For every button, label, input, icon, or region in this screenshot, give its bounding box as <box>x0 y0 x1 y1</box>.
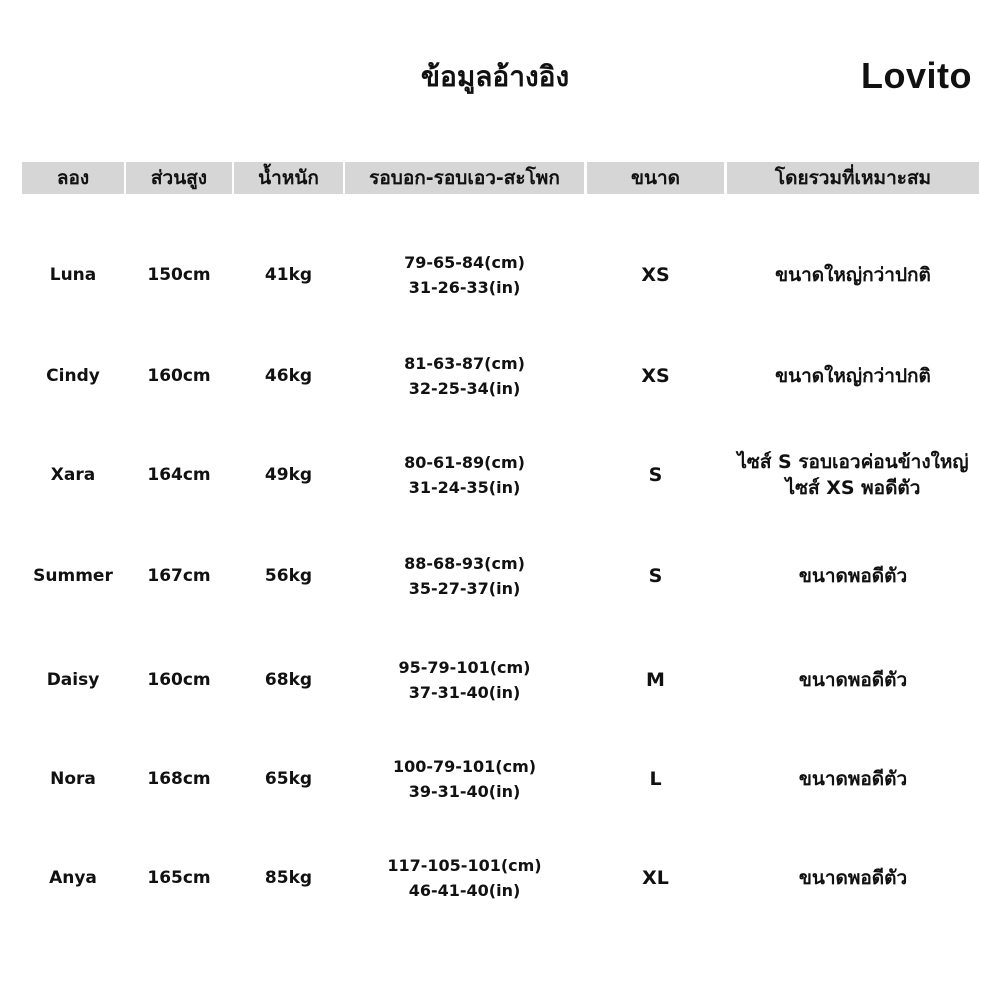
height-value: 167cm <box>147 566 211 586</box>
weight-cell <box>234 445 343 505</box>
fit-cell <box>727 749 979 809</box>
model-name: Summer <box>33 566 113 586</box>
height-value: 160cm <box>147 366 211 386</box>
weight-value: 41kg <box>264 265 313 285</box>
weight-cell <box>234 245 343 305</box>
measurements-cm: 80-61-89(cm) <box>404 453 525 472</box>
measurements-cm: 79-65-84(cm) <box>404 253 525 272</box>
model-name-cell <box>22 346 124 406</box>
size-cell <box>587 650 724 710</box>
size-cell <box>587 546 724 606</box>
height-value: 150cm <box>147 265 211 285</box>
table-row <box>0 245 1000 305</box>
size-cell <box>587 749 724 809</box>
fit-note: ขนาดพอดีตัว <box>798 669 908 691</box>
brand-logo: Lovito <box>861 55 972 96</box>
model-name: Nora <box>50 769 96 789</box>
measurements-cell <box>345 445 584 505</box>
height-cell <box>126 346 232 406</box>
table-row <box>0 445 1000 505</box>
size-cell <box>587 848 724 908</box>
column-header-height: ส่วนสูง <box>126 162 232 194</box>
size-cell <box>587 346 724 406</box>
measurements-cell <box>345 848 584 908</box>
measurements-in: 35-27-37(in) <box>408 579 521 598</box>
measurements-cell <box>345 650 584 710</box>
fit-note: ขนาดใหญ่กว่าปกติ <box>775 365 931 387</box>
weight-cell <box>234 546 343 606</box>
measurements-in: 39-31-40(in) <box>408 782 521 801</box>
model-name: Anya <box>49 868 97 888</box>
fit-note: ขนาดพอดีตัว <box>798 768 908 790</box>
height-cell <box>126 245 232 305</box>
column-header-model: ลอง <box>22 162 124 194</box>
column-header-measurements: รอบอก-รอบเอว-สะโพก <box>345 162 584 194</box>
measurements-in: 31-24-35(in) <box>408 478 521 497</box>
table-row <box>0 650 1000 710</box>
table-header <box>0 162 1000 194</box>
measurements-cell <box>345 346 584 406</box>
measurements-cell <box>345 749 584 809</box>
size-value: S <box>648 464 663 486</box>
measurements-cell <box>345 245 584 305</box>
model-name: Luna <box>49 265 97 285</box>
model-name-cell <box>22 749 124 809</box>
fit-note: ขนาดพอดีตัว <box>798 565 908 587</box>
height-cell <box>126 848 232 908</box>
column-header-weight: น้ำหนัก <box>234 162 343 194</box>
measurements-cm: 81-63-87(cm) <box>404 354 525 373</box>
weight-cell <box>234 650 343 710</box>
size-value: XS <box>641 365 670 387</box>
height-value: 168cm <box>147 769 211 789</box>
measurements-cell <box>345 546 584 606</box>
measurements-in: 31-26-33(in) <box>408 278 521 297</box>
size-cell <box>587 245 724 305</box>
table-row <box>0 546 1000 606</box>
measurements-cm: 100-79-101(cm) <box>392 757 537 776</box>
weight-cell <box>234 848 343 908</box>
fit-note: ขนาดพอดีตัว <box>798 867 908 889</box>
weight-value: 85kg <box>264 868 313 888</box>
fit-note: ขนาดใหญ่กว่าปกติ <box>775 264 931 286</box>
weight-value: 46kg <box>264 366 313 386</box>
weight-value: 49kg <box>264 465 313 485</box>
weight-cell <box>234 749 343 809</box>
table-row <box>0 749 1000 809</box>
fit-cell <box>727 445 979 505</box>
fit-note: ไซส์ S รอบเอวค่อนข้างใหญ่ <box>737 451 969 473</box>
table-row <box>0 346 1000 406</box>
height-cell <box>126 546 232 606</box>
fit-cell <box>727 546 979 606</box>
model-name-cell <box>22 546 124 606</box>
model-name: Cindy <box>46 366 100 386</box>
weight-value: 65kg <box>264 769 313 789</box>
model-name-cell <box>22 848 124 908</box>
table-row <box>0 848 1000 908</box>
height-value: 160cm <box>147 670 211 690</box>
height-cell <box>126 749 232 809</box>
size-value: S <box>648 565 663 587</box>
fit-cell <box>727 650 979 710</box>
measurements-in: 37-31-40(in) <box>408 683 521 702</box>
column-header-fit: โดยรวมที่เหมาะสม <box>727 162 979 194</box>
size-cell <box>587 445 724 505</box>
measurements-cm: 95-79-101(cm) <box>398 658 531 677</box>
fit-note-secondary: ไซส์ XS พอดีตัว <box>785 477 921 499</box>
height-value: 165cm <box>147 868 211 888</box>
model-name-cell <box>22 445 124 505</box>
height-cell <box>126 650 232 710</box>
size-value: L <box>649 768 662 790</box>
measurements-in: 32-25-34(in) <box>408 379 521 398</box>
model-name: Daisy <box>46 670 100 690</box>
weight-cell <box>234 346 343 406</box>
fit-cell <box>727 848 979 908</box>
height-cell <box>126 445 232 505</box>
size-value: XS <box>641 264 670 286</box>
fit-cell <box>727 245 979 305</box>
model-name: Xara <box>50 465 96 485</box>
size-value: XL <box>642 867 669 889</box>
fit-cell <box>727 346 979 406</box>
model-name-cell <box>22 650 124 710</box>
height-value: 164cm <box>147 465 211 485</box>
model-name-cell <box>22 245 124 305</box>
measurements-cm: 88-68-93(cm) <box>404 554 525 573</box>
page-title: ข้อมูลอ้างอิง <box>420 60 570 93</box>
column-header-size: ขนาด <box>587 162 724 194</box>
weight-value: 56kg <box>264 566 313 586</box>
measurements-in: 46-41-40(in) <box>408 881 521 900</box>
measurements-cm: 117-105-101(cm) <box>387 856 542 875</box>
weight-value: 68kg <box>264 670 313 690</box>
size-value: M <box>646 669 665 691</box>
